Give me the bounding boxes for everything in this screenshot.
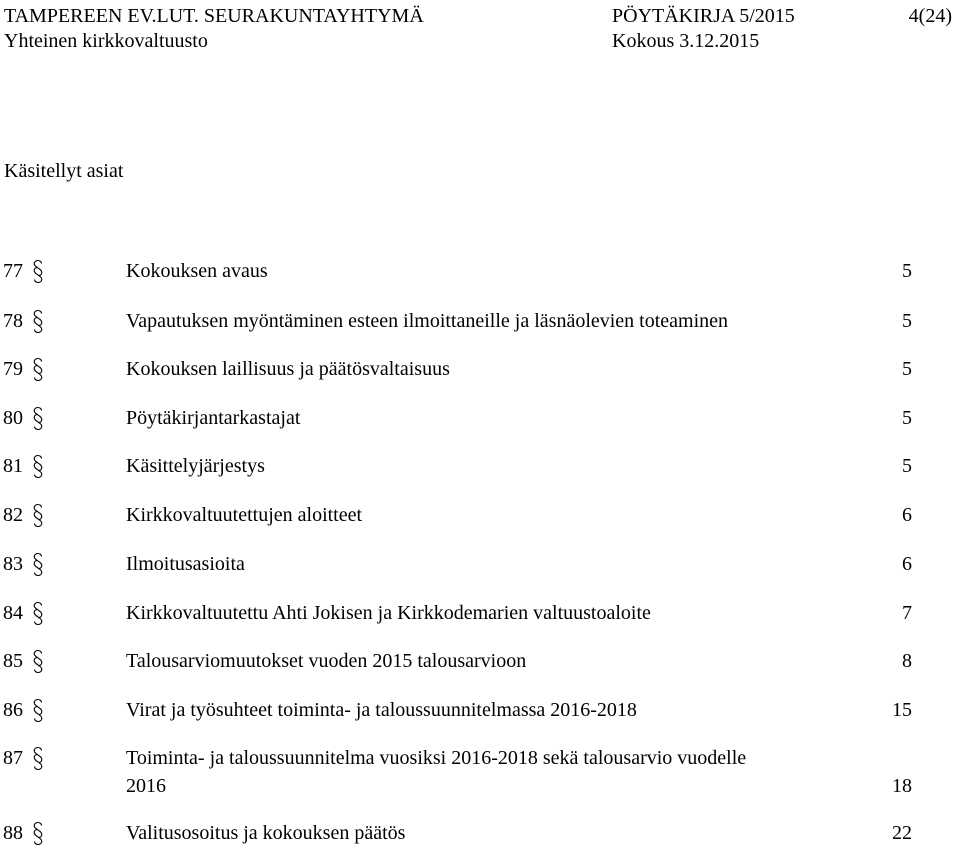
item-page: 5 [902, 260, 912, 282]
section-sign-icon [31, 601, 45, 627]
item-page: 7 [902, 602, 912, 624]
item-number: 87 [3, 747, 23, 769]
item-number: 84 [3, 602, 23, 624]
section-sign-icon [31, 503, 45, 529]
item-page: 8 [902, 650, 912, 672]
item-number: 79 [3, 358, 23, 380]
item-number: 77 [3, 260, 23, 282]
item-title-line2: 2016 [126, 775, 166, 797]
section-sign-icon [31, 406, 45, 432]
item-number: 86 [3, 699, 23, 721]
item-page: 22 [892, 822, 912, 844]
item-title: Vapautuksen myöntäminen esteen ilmoittaneille ja läsnäolevien toteaminen [126, 310, 729, 332]
item-page: 5 [902, 455, 912, 477]
item-number: 83 [3, 553, 23, 575]
item-page: 6 [902, 553, 912, 575]
item-title: Kirkkovaltuutettujen aloitteet [126, 504, 363, 526]
item-page: 5 [902, 407, 912, 429]
section-sign-icon [31, 649, 45, 675]
item-number: 81 [3, 455, 23, 477]
item-page: 5 [902, 310, 912, 332]
item-number: 80 [3, 407, 23, 429]
section-sign-icon [31, 698, 45, 724]
item-number: 78 [3, 310, 23, 332]
agenda-item [0, 746, 960, 798]
item-number: 88 [3, 822, 23, 844]
org-name: TAMPEREEN EV.LUT. SEURAKUNTAYHTYMÄ [4, 5, 424, 27]
page-counter: 4(24) [908, 5, 952, 27]
item-title: Virat ja työsuhteet toiminta- ja taloussuunnitelmassa 2016-2018 [126, 699, 637, 721]
section-sign-icon [31, 746, 45, 772]
item-title: Talousarviomuutokset vuoden 2015 talousarvioon [126, 650, 527, 672]
document-type: PÖYTÄKIRJA 5/2015 [612, 5, 795, 27]
item-page: 5 [902, 358, 912, 380]
section-sign-icon [31, 821, 45, 847]
item-title: Toiminta- ja taloussuunnitelma vuosiksi 2016-2018 sekä talousarvio vuodelle [126, 747, 747, 769]
section-sign-icon [31, 357, 45, 383]
item-number: 85 [3, 650, 23, 672]
item-title: Kokouksen laillisuus ja päätösvaltaisuus [126, 358, 450, 380]
item-title: Käsittelyjärjestys [126, 455, 265, 477]
item-number: 82 [3, 504, 23, 526]
section-sign-icon [31, 309, 45, 335]
item-title: Kirkkovaltuutettu Ahti Jokisen ja Kirkkodemarien valtuustoaloite [126, 602, 651, 624]
section-sign-icon [31, 552, 45, 578]
meeting-date: Kokous 3.12.2015 [612, 30, 760, 52]
item-title: Kokouksen avaus [126, 260, 268, 282]
item-page: 15 [892, 699, 912, 721]
item-title: Valitusosoitus ja kokouksen päätös [126, 822, 406, 844]
item-title: Pöytäkirjantarkastajat [126, 407, 301, 429]
section-sign-icon [31, 454, 45, 480]
item-page: 6 [902, 504, 912, 526]
item-title: Ilmoitusasioita [126, 553, 245, 575]
body-name: Yhteinen kirkkovaltuusto [4, 30, 208, 52]
item-page: 18 [892, 775, 912, 797]
section-sign-icon [31, 259, 45, 285]
section-title: Käsitellyt asiat [4, 160, 124, 182]
